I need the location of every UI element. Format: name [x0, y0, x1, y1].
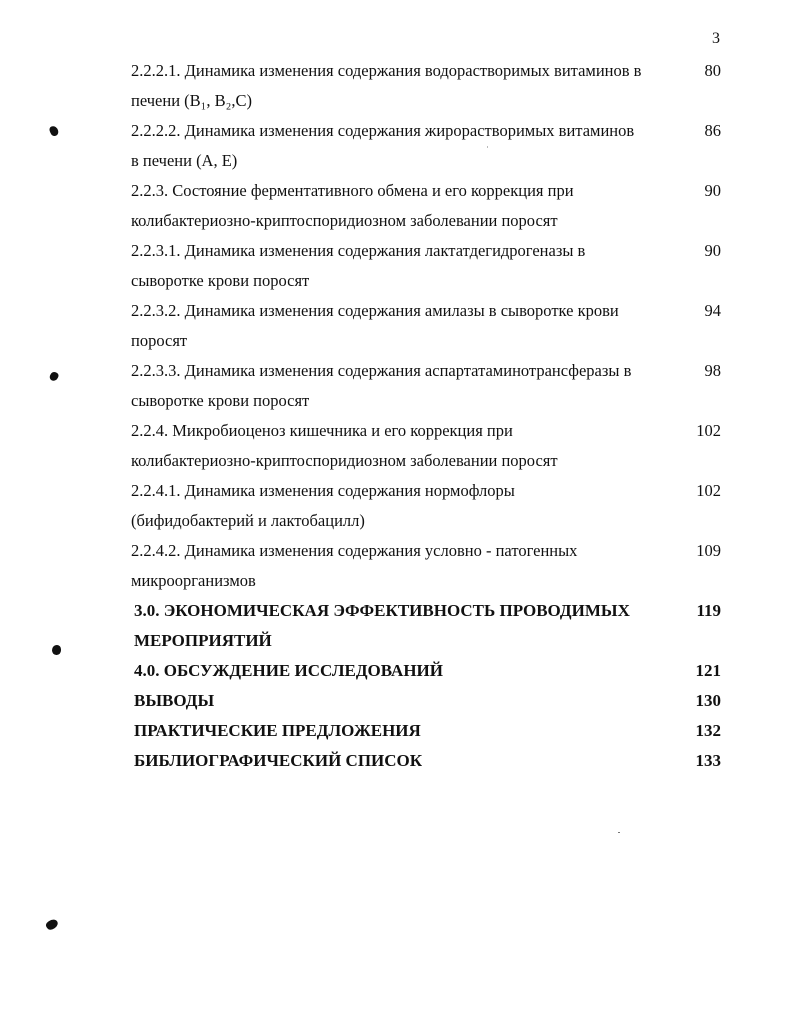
toc-entry-title-line: сыворотке крови поросят [131, 391, 310, 410]
toc-entry-title [131, 596, 681, 656]
toc-entry-page-number: 109 [696, 541, 721, 560]
toc-entry-title-line: 2.2.3.1. Динамика изменения содержания лактатдегидрогеназы в [131, 241, 586, 260]
toc-entry-title [131, 686, 681, 716]
toc-entry-title [131, 476, 681, 536]
toc-entry [131, 416, 721, 476]
scan-speck [618, 832, 620, 833]
toc-entry-page-number: 98 [704, 361, 721, 380]
toc-entry-title-line: колибактериозно-криптоспоридиозном заболевании поросят [131, 211, 558, 230]
toc-entry-title [131, 116, 681, 176]
toc-entry-title [131, 536, 681, 596]
toc-entry-title-line: колибактериозно-криптоспоридиозном заболевании поросят [131, 451, 558, 470]
toc-entry-title-line: печени (B₁, B₂,C) [131, 91, 253, 110]
toc-entry-title-line: 2.2.4.2. Динамика изменения содержания условно - патогенных [131, 541, 578, 560]
toc-entry-title-line: ПРАКТИЧЕСКИЕ ПРЕДЛОЖЕНИЯ [134, 721, 421, 740]
table-of-contents [131, 56, 721, 776]
toc-entry-title [131, 716, 681, 746]
toc-entry-title-line: МЕРОПРИЯТИЙ [134, 631, 272, 650]
toc-entry-title-line: 2.2.4. Микробиоценоз кишечника и его коррекция при [131, 421, 513, 440]
toc-entry-title-line: БИБЛИОГРАФИЧЕСКИЙ СПИСОК [134, 751, 423, 770]
toc-entry-title-line: в печени (A, E) [131, 151, 238, 170]
toc-entry-page-number: 132 [695, 721, 721, 740]
toc-entry-title [131, 176, 681, 236]
toc-entry-title-line: 2.2.2.2. Динамика изменения содержания жирорастворимых витаминов [131, 121, 635, 140]
toc-entry-title [131, 746, 681, 776]
toc-entry [131, 746, 721, 776]
toc-entry-page-number: 90 [704, 181, 721, 200]
toc-entry-title [131, 416, 681, 476]
toc-entry-page-number: 119 [696, 601, 721, 620]
toc-entry-title-line: 3.0. ЭКОНОМИЧЕСКАЯ ЭФФЕКТИВНОСТЬ ПРОВОДИМЫХ [134, 601, 630, 620]
toc-entry-page-number: 90 [704, 241, 721, 260]
page-number: 3 [712, 30, 720, 47]
toc-entry-title-line: сыворотке крови поросят [131, 271, 310, 290]
toc-entry [131, 296, 721, 356]
toc-entry-page-number: 133 [695, 751, 721, 770]
toc-entry-page-number: 80 [704, 61, 721, 80]
toc-entry [131, 356, 721, 416]
toc-entry-title-line: (бифидобактерий и лактобацилл) [131, 511, 365, 530]
toc-entry-page-number: 102 [696, 421, 721, 440]
toc-entry-title-line: 2.2.4.1. Динамика изменения содержания нормофлоры [131, 481, 515, 500]
ink-blot-mark [52, 645, 61, 655]
toc-entry-title-line: ВЫВОДЫ [134, 691, 215, 710]
toc-entry-page-number: 86 [704, 121, 721, 140]
ink-blot-mark [45, 917, 60, 931]
ink-blot-mark [48, 371, 59, 383]
toc-entry-title-line: поросят [131, 331, 188, 350]
toc-entry [131, 596, 721, 656]
toc-entry-title [131, 296, 681, 356]
toc-entry [131, 116, 721, 176]
toc-entry-title [131, 356, 681, 416]
toc-entry [131, 716, 721, 746]
toc-entry [131, 686, 721, 716]
toc-entry-title-line: 4.0. ОБСУЖДЕНИЕ ИССЛЕДОВАНИЙ [134, 661, 443, 680]
toc-entry-title [131, 656, 681, 686]
toc-entry [131, 656, 721, 686]
toc-entry [131, 176, 721, 236]
toc-entry-title [131, 236, 681, 296]
toc-entry-title-line: 2.2.3.3. Динамика изменения содержания аспартатаминотрансферазы в [131, 361, 632, 380]
toc-entry-title [131, 56, 681, 116]
toc-entry-page-number: 121 [695, 661, 721, 680]
toc-entry [131, 56, 721, 116]
toc-entry-title-line: 2.2.2.1. Динамика изменения содержания водорастворимых витаминов в [131, 61, 642, 80]
toc-entry-page-number: 94 [704, 301, 721, 320]
toc-entry-page-number: 130 [695, 691, 721, 710]
toc-entry-page-number: 102 [696, 481, 721, 500]
toc-entry [131, 536, 721, 596]
toc-entry-title-line: 2.2.3.2. Динамика изменения содержания амилазы в сыворотке крови [131, 301, 619, 320]
toc-entry-title-line: 2.2.3. Состояние ферментативного обмена и его коррекция при [131, 181, 574, 200]
ink-blot-mark [49, 125, 60, 137]
toc-entry [131, 476, 721, 536]
toc-entry [131, 236, 721, 296]
toc-entry-title-line: микроорганизмов [131, 571, 256, 590]
